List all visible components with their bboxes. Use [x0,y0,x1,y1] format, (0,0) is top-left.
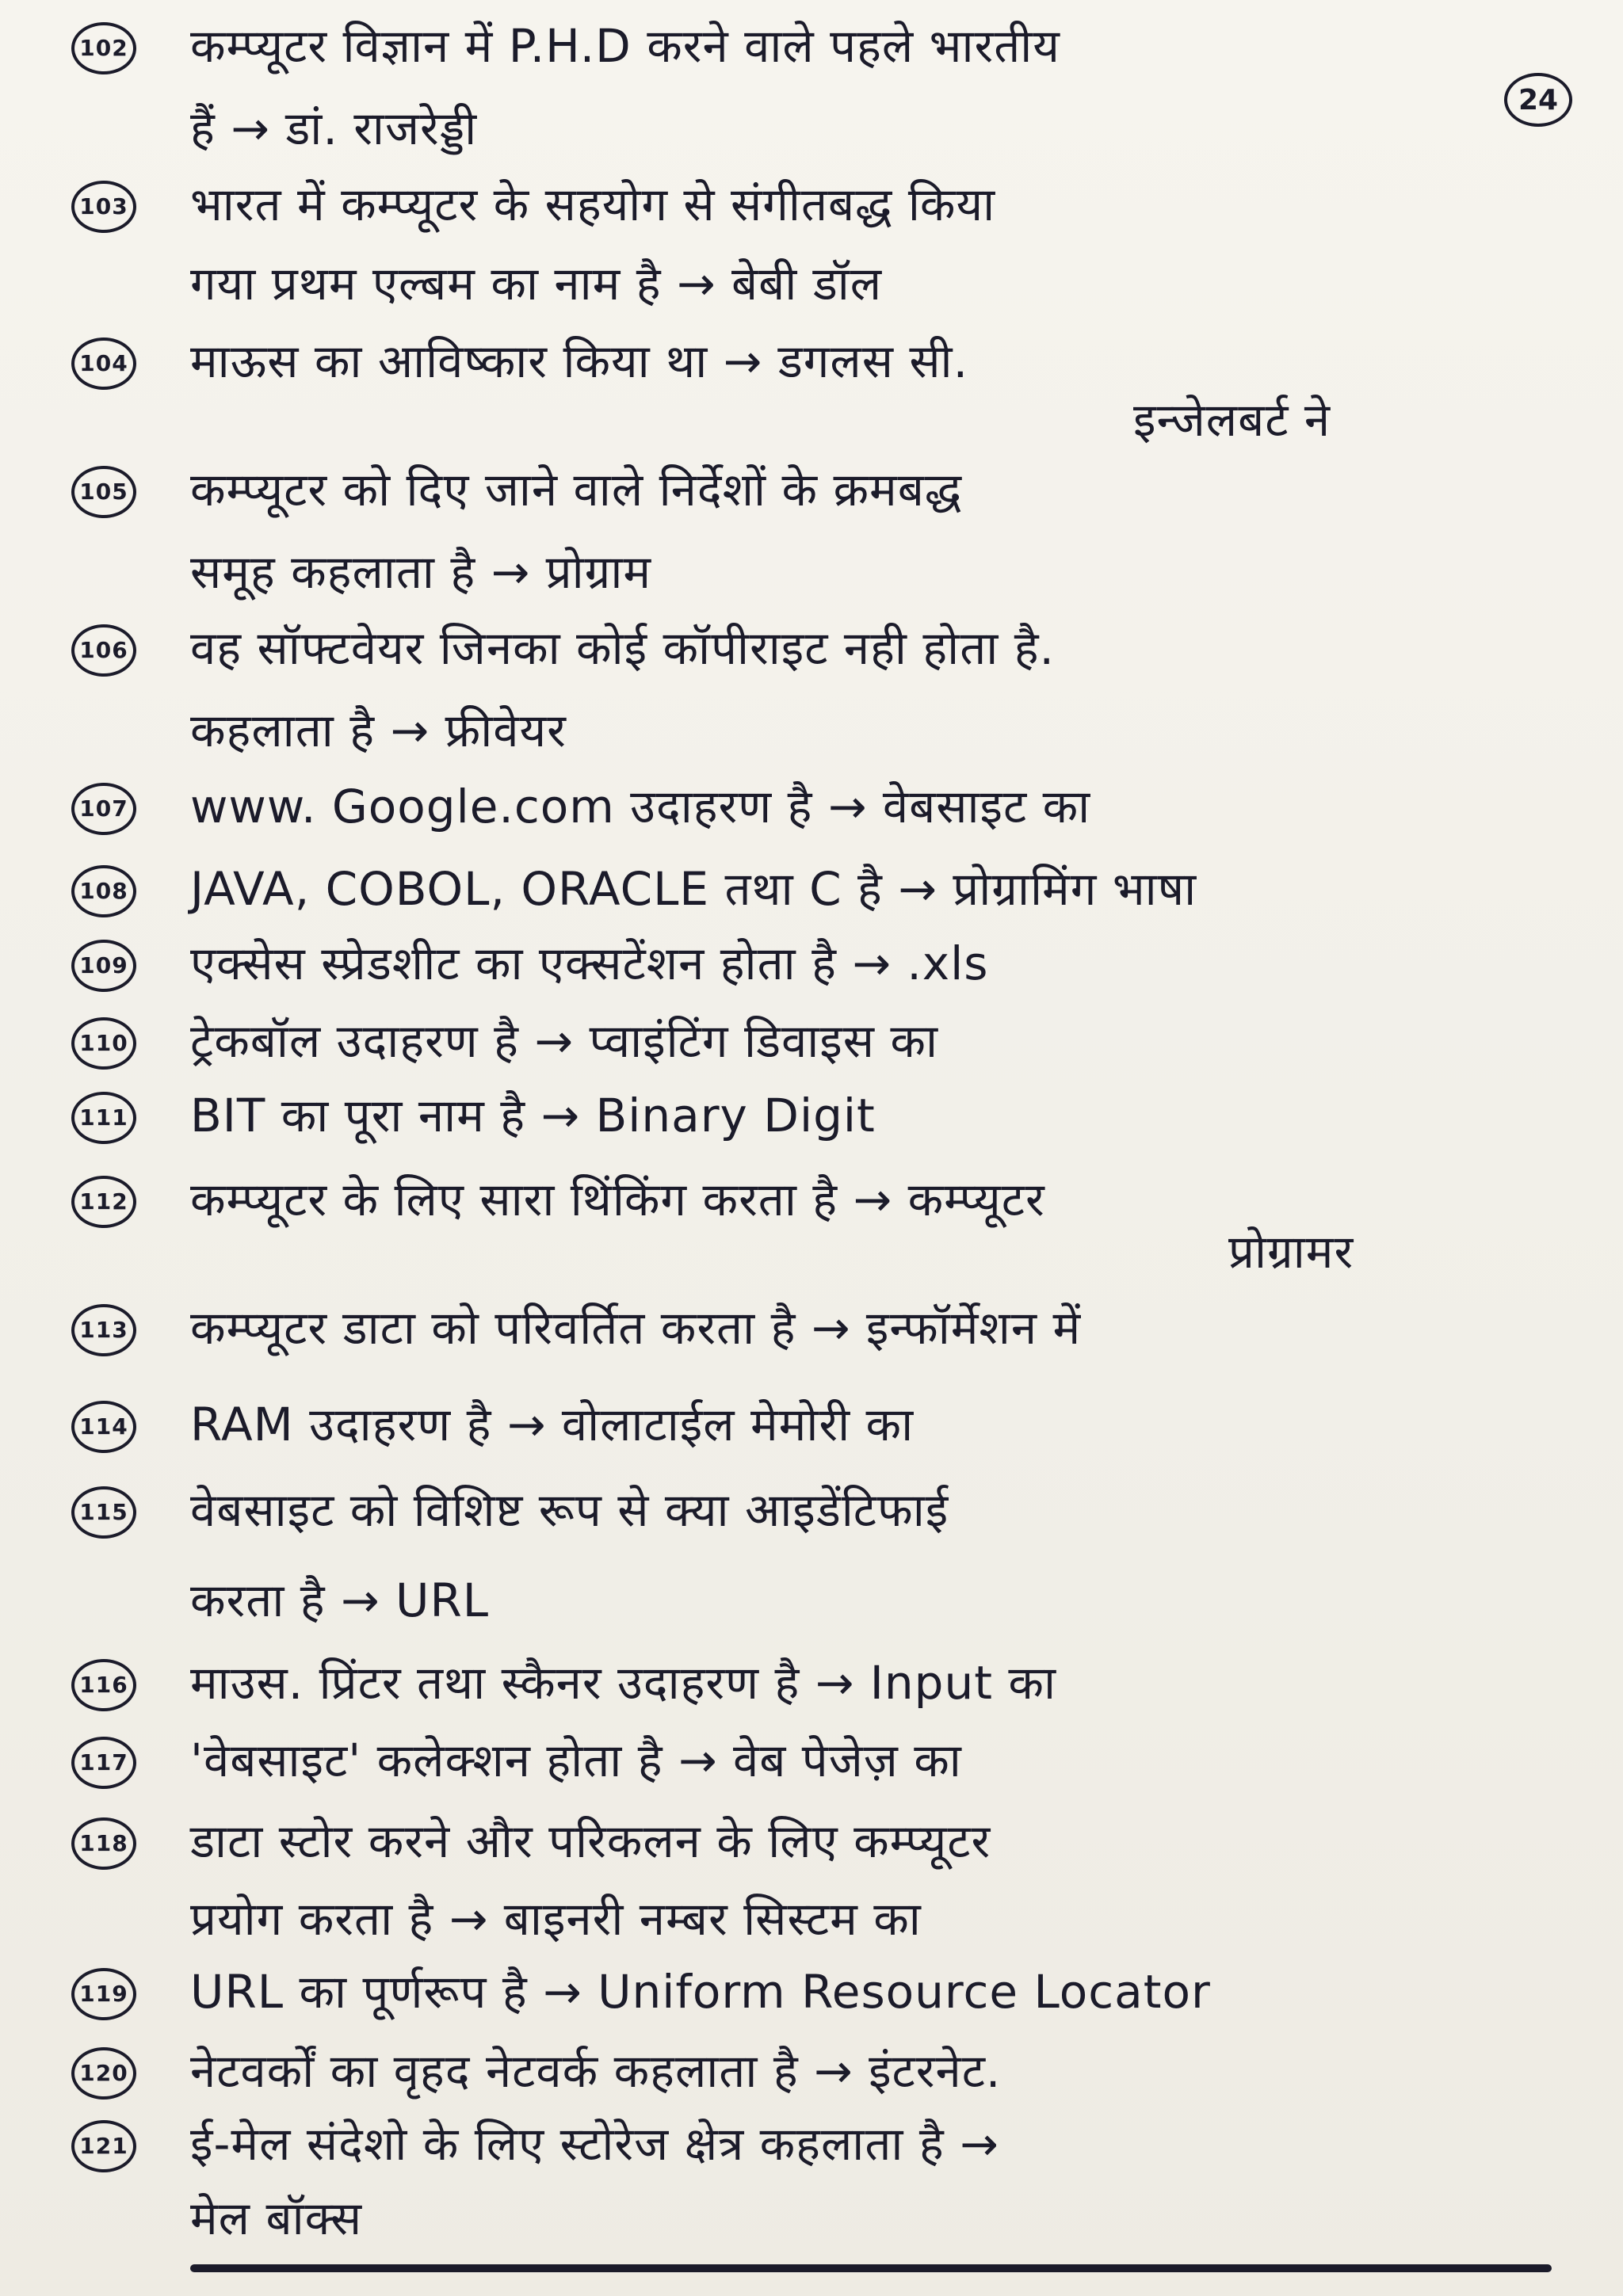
item-number: 120 [71,2047,136,2100]
item-number: 108 [71,865,136,917]
item-number: 109 [71,940,136,992]
item-number: 112 [71,1176,136,1228]
item-number: 118 [71,1817,136,1870]
item-text: RAM उदाहरण है → वोलाटाईल मेमोरी का [190,1398,915,1451]
item-text-continued: समूह कहलाता है → प्रोग्राम [190,545,652,599]
item-text: ट्रेकबॉल उदाहरण है → प्वाइंटिंग डिवाइस का [190,1014,938,1068]
item-text: भारत में कम्प्यूटर के सहयोग से संगीतबद्ध किया [190,177,996,231]
item-text: www. Google.com उदाहरण है → वेबसाइट का [190,780,1091,833]
item-number: 111 [71,1092,136,1144]
page-number: 24 [1504,73,1572,127]
item-text-continued: करता है → URL [190,1573,490,1627]
item-text: माउस. प्रिंटर तथा स्कैनर उदाहरण है → Input का [190,1656,1056,1710]
item-text: वह सॉफ्टवेयर जिनका कोई कॉपीराइट नही होता है. [190,621,1055,675]
item-number: 104 [71,338,136,390]
item-text: डाटा स्टोर करने और परिकलन के लिए कम्प्यूटर [190,1814,991,1868]
item-text: वेबसाइट को विशिष्ट रूप से क्या आइडेंटिफाई [190,1483,949,1537]
item-text: JAVA, COBOL, ORACLE तथा C है → प्रोग्रामिंग भाषा [190,862,1197,916]
item-text: एक्सेस स्प्रेडशीट का एक्सटेंशन होता है → .xls [190,936,989,990]
item-text: URL का पूर्णरूप है → Uniform Resource Locator [190,1965,1211,2019]
bottom-rule [190,2264,1552,2272]
item-text-continued: इन्जेलबर्ट ने [1133,393,1331,447]
item-text-continued: हैं → डां. राजरेड्डी [190,101,478,155]
item-text-continued: कहलाता है → फ्रीवेयर [190,704,567,757]
item-number: 110 [71,1017,136,1070]
item-number: 105 [71,466,136,518]
item-number: 121 [71,2120,136,2172]
item-text: कम्प्यूटर विज्ञान में P.H.D करने वाले पहले भारतीय [190,19,1060,73]
item-text: कम्प्यूटर को दिए जाने वाले निर्देशों के क्रमबद्ध [190,463,963,517]
item-number: 117 [71,1737,136,1789]
item-text: ई-मेल संदेशो के लिए स्टोरेज क्षेत्र कहलाता है → [190,2117,999,2171]
item-number: 102 [71,22,136,74]
item-number: 115 [71,1486,136,1539]
item-text: नेटवर्कों का वृहद नेटवर्क कहलाता है → इंटरनेट. [190,2044,1002,2098]
item-number: 119 [71,1968,136,2020]
item-text: 'वेबसाइट' कलेक्शन होता है → वेब पेजेज़ का [190,1733,962,1787]
item-number: 113 [71,1304,136,1356]
item-text: माऊस का आविष्कार किया था → डगलस सी. [190,334,969,388]
item-text-continued: प्रोग्रामर [1228,1225,1354,1279]
item-number: 116 [71,1659,136,1711]
item-text-continued: गया प्रथम एल्बम का नाम है → बेबी डॉल [190,257,883,311]
item-number: 107 [71,783,136,835]
item-text-continued: प्रयोग करता है → बाइनरी नम्बर सिस्टम का [190,1892,922,1946]
item-text-continued: मेल बॉक्स [190,2191,363,2245]
item-text: BIT का पूरा नाम है → Binary Digit [190,1089,876,1142]
item-number: 106 [71,624,136,677]
item-number: 103 [71,181,136,233]
item-text: कम्प्यूटर के लिए सारा थिंकिंग करता है → कम्प्यूटर [190,1173,1045,1226]
item-text: कम्प्यूटर डाटा को परिवर्तित करता है → इन्फॉर्मेशन में [190,1301,1082,1355]
item-number: 114 [71,1401,136,1453]
